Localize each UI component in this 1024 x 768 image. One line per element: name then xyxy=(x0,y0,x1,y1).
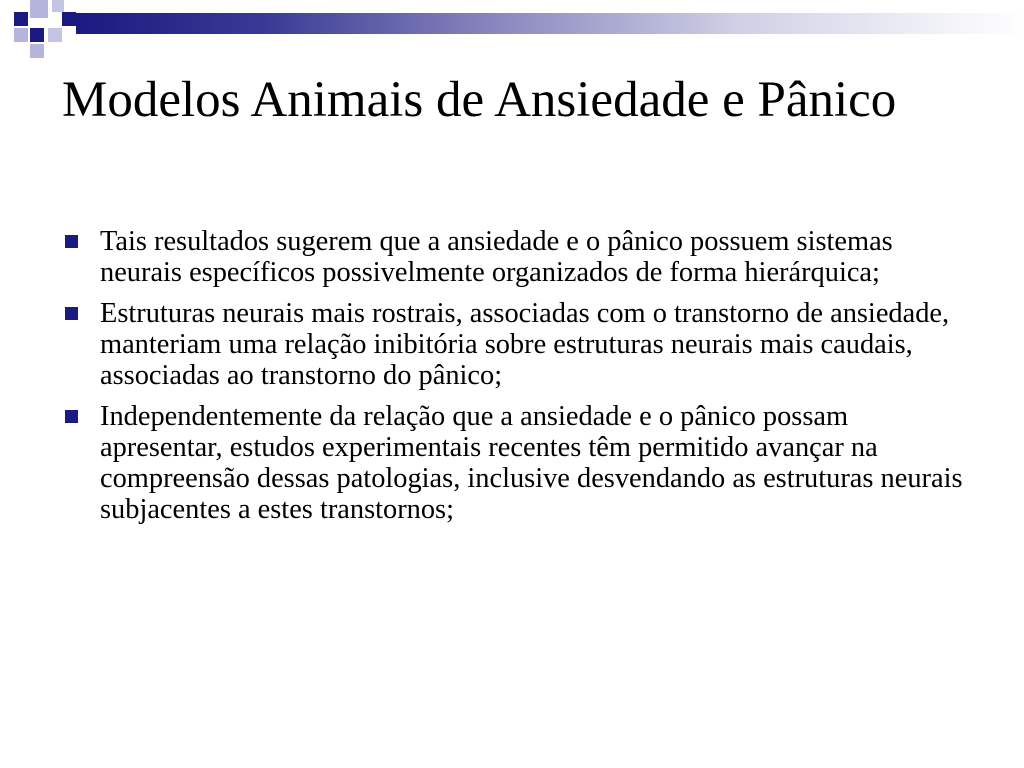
square-bullet-icon xyxy=(65,410,78,423)
header-decor-square xyxy=(48,28,62,42)
header-gradient-bar xyxy=(76,13,1024,34)
bullet-text: Tais resultados sugerem que a ansiedade e o pânico possuem sistemas neurais específicos possivelmente organizados de forma hierárquica; xyxy=(100,226,893,288)
header-decor-square xyxy=(62,12,76,26)
bullet-item xyxy=(62,226,972,288)
header-decor-square xyxy=(14,28,28,42)
header-decor-square xyxy=(14,12,28,26)
slide-title: Modelos Animais de Ansiedade e Pânico xyxy=(62,72,897,128)
header-decor-square xyxy=(30,28,44,42)
square-bullet-icon xyxy=(65,307,78,320)
bullet-item xyxy=(62,298,972,391)
bullet-text: Independentemente da relação que a ansiedade e o pânico possam apresentar, estudos experimentais recentes têm permitido avançar na compreensão dessas patologias, inclusive desvendando as estruturas neurais subjacentes a estes transtornos; xyxy=(100,401,963,525)
bullet-text: Estruturas neurais mais rostrais, associadas com o transtorno de ansiedade, manteriam uma relação inibitória sobre estruturas neurais mais caudais, associadas ao transtorno do pânico; xyxy=(100,298,950,391)
bullet-item xyxy=(62,401,972,525)
header-decor-square xyxy=(52,0,64,12)
square-bullet-icon xyxy=(65,235,78,248)
bullet-list xyxy=(62,226,972,535)
header-decor-square xyxy=(30,0,48,18)
header-decor-square xyxy=(30,44,44,58)
